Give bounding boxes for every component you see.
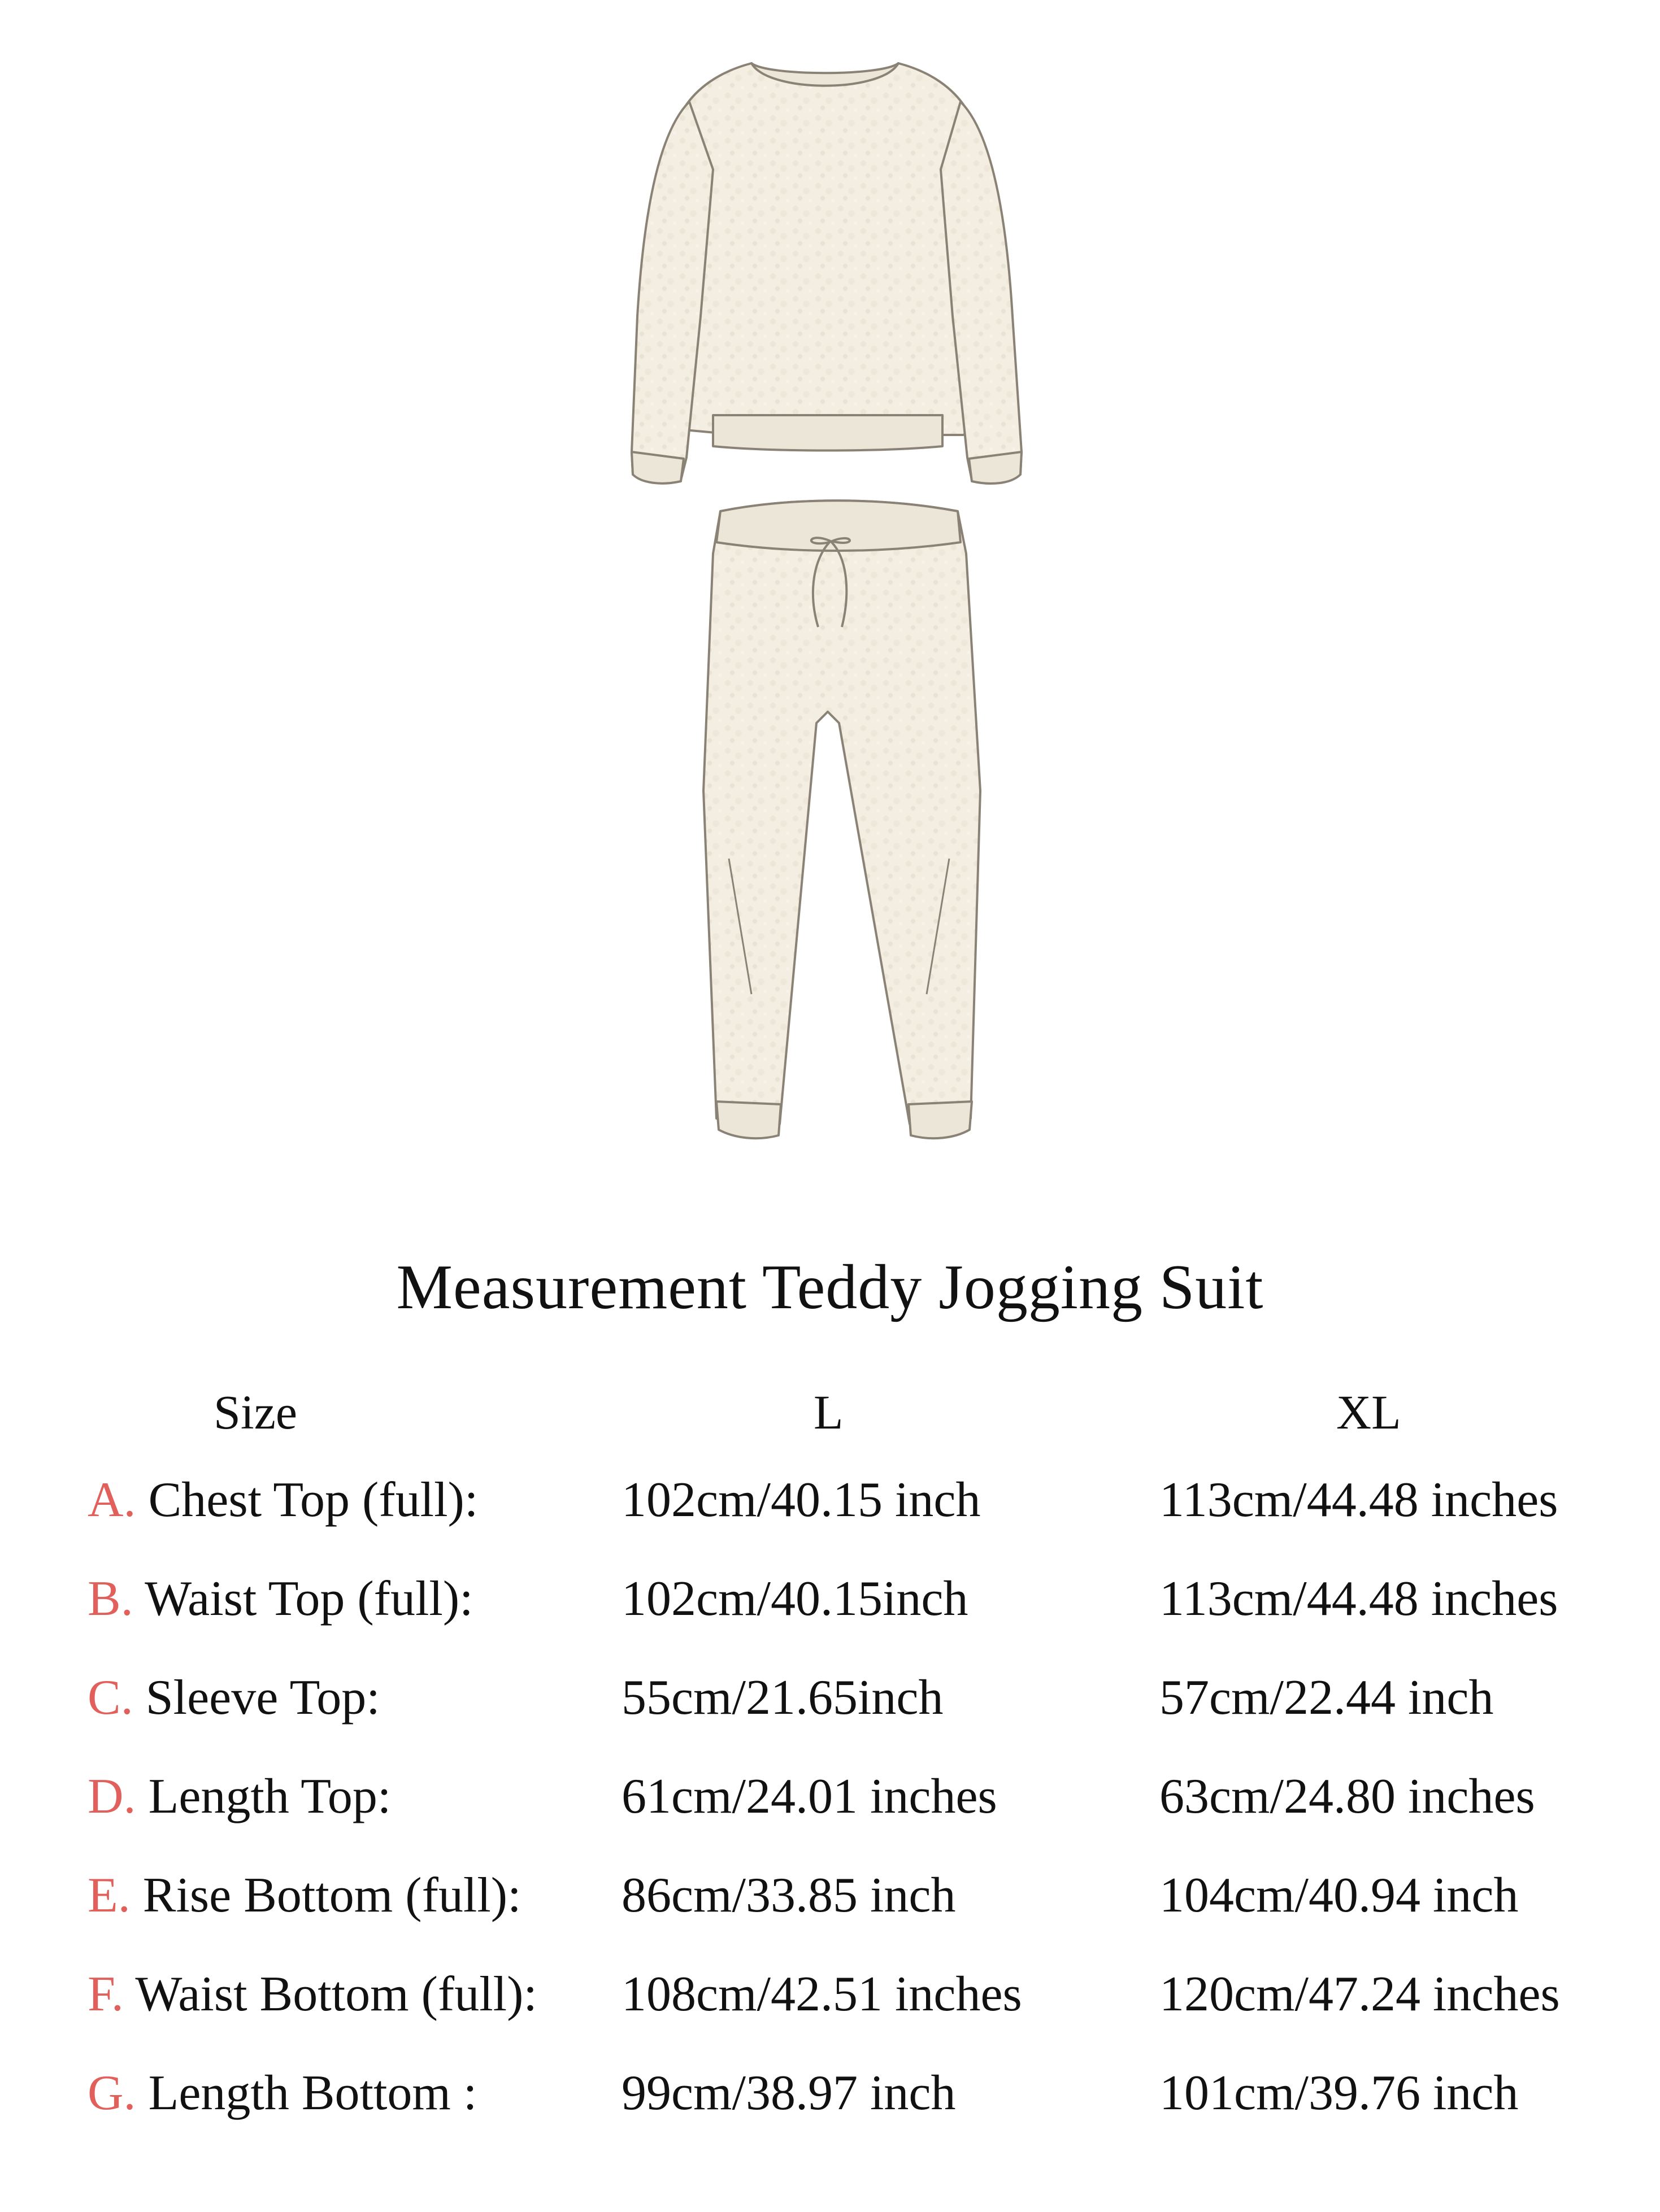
value-xl: 113cm/44.48 inches bbox=[1159, 1571, 1558, 1626]
table-row bbox=[88, 1570, 473, 1627]
page-title: Measurement Teddy Jogging Suit bbox=[396, 1252, 1264, 1322]
row-label: Waist Top (full): bbox=[145, 1571, 473, 1626]
table-row bbox=[88, 1669, 380, 1726]
value-l: 102cm/40.15 inch bbox=[622, 1473, 981, 1527]
row-letter: E. bbox=[88, 1868, 131, 1923]
row-label: Rise Bottom (full): bbox=[142, 1868, 522, 1923]
value-l: 99cm/38.97 inch bbox=[622, 2066, 956, 2120]
table-row bbox=[88, 1471, 478, 1529]
row-label: Length Top: bbox=[148, 1769, 392, 1824]
header-size: Size bbox=[214, 1385, 298, 1439]
row-letter: C. bbox=[88, 1670, 133, 1725]
row-label: Waist Bottom (full): bbox=[135, 1967, 537, 2022]
value-l: 108cm/42.51 inches bbox=[622, 1967, 1022, 2022]
table-row bbox=[88, 1966, 537, 2023]
value-xl: 57cm/22.44 inch bbox=[1159, 1670, 1494, 1725]
row-letter: A. bbox=[88, 1473, 136, 1527]
table-row bbox=[88, 2065, 477, 2122]
value-l: 55cm/21.65inch bbox=[622, 1670, 944, 1725]
row-letter: D. bbox=[88, 1769, 136, 1824]
value-xl: 63cm/24.80 inches bbox=[1159, 1769, 1535, 1824]
value-xl: 104cm/40.94 inch bbox=[1159, 1868, 1519, 1923]
table-row bbox=[88, 1867, 522, 1924]
table-row bbox=[88, 1768, 391, 1825]
row-label: Chest Top (full): bbox=[148, 1473, 479, 1527]
row-letter: G. bbox=[88, 2066, 136, 2120]
row-label: Length Bottom : bbox=[148, 2066, 477, 2120]
value-l: 102cm/40.15inch bbox=[622, 1571, 968, 1626]
value-xl: 101cm/39.76 inch bbox=[1159, 2066, 1519, 2120]
row-label: Sleeve Top: bbox=[145, 1670, 380, 1725]
value-xl: 113cm/44.48 inches bbox=[1159, 1473, 1558, 1527]
value-l: 86cm/33.85 inch bbox=[622, 1868, 956, 1923]
header-xl: XL bbox=[1336, 1385, 1401, 1439]
value-xl: 120cm/47.24 inches bbox=[1159, 1967, 1560, 2022]
header-l: L bbox=[814, 1385, 844, 1439]
value-l: 61cm/24.01 inches bbox=[622, 1769, 997, 1824]
row-letter: B. bbox=[88, 1571, 133, 1626]
row-letter: F. bbox=[88, 1967, 124, 2022]
